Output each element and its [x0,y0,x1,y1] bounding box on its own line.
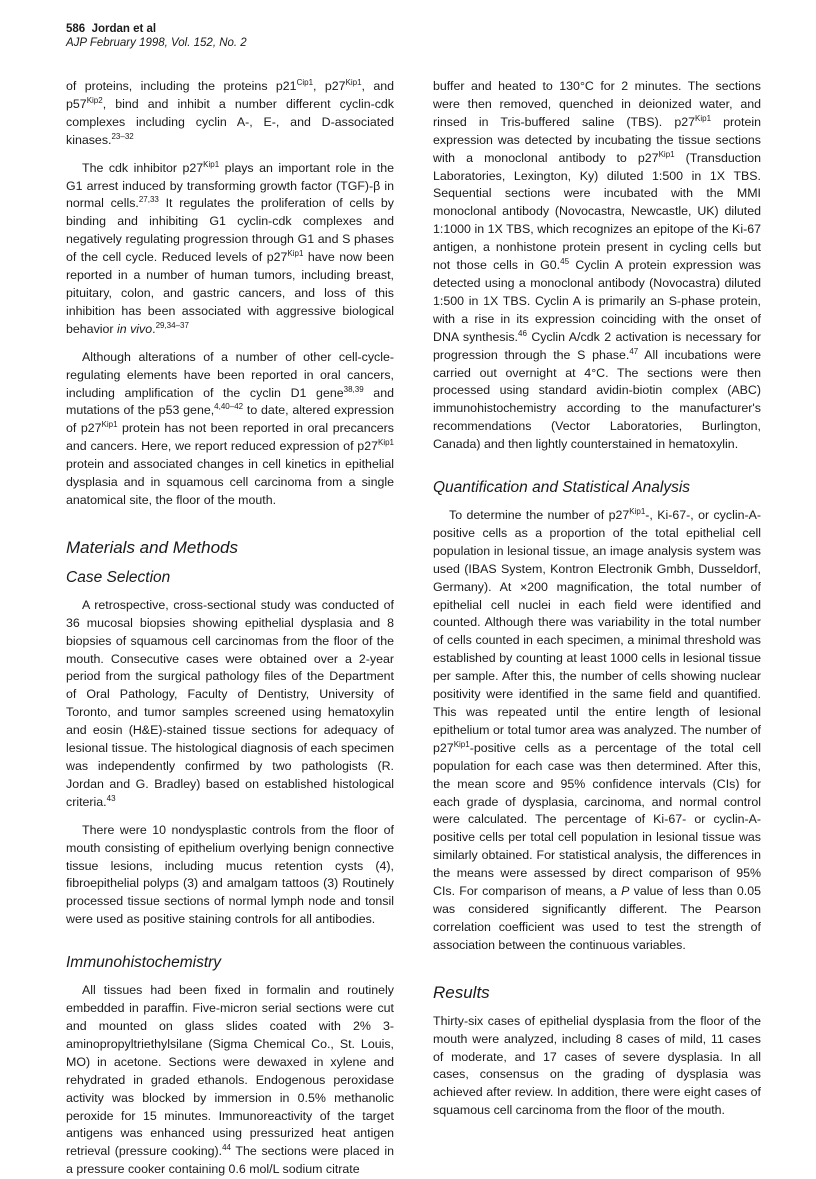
journal-citation: AJP February 1998, Vol. 152, No. 2 [66,37,247,49]
results-paragraph-1: Thirty-six cases of epithelial dysplasia from the floor of the mouth were analyzed, including 8 cases of mild, 11 cases of moderate, and 17 cases of severe dysplasia. In all cases, consensus on the grading of dysplasia was achieved after review. In addition, there were eight cases of squamous cell carcinoma from the floor of the mouth. [433,1013,761,1118]
intro-paragraph-2: The cdk inhibitor $p27^{Kip1}$ plays an important role in the G1 arrest induced by transforming growth factor (TGF)-β in normal cells.$^{27,33}$ It regulates the proliferation of cells by binding and inhibiting G1 cyclin-cdk complexes and negatively regulating progression through G1 and S phases of the cell cycle. Reduced levels of $p27^{Kip1}$ have now been reported in a number of human tumors, including breast, pituitary, colon, and gastric cancers, and loss of this inhibition has been associated with aggressive biological behavior in vivo.$^{29,34-37}$ [66,159,395,336]
quantification-paragraph: To determine the number of $p27^{Kip1}-$, Ki-67-, or cyclin-A-positive cells as a proportion of the total epithelial cell population in lesional tissue, an image analysis system was used (IBAS System, Kontron Electronik Gmbh, Dusseldorf, Germany). At ×200 magnification, the total number of epithelial cell nuclei in each field were identified and counted. Although there was variability in the total number of cells counted in each specimen, a minimal threshold was established by counting at least 1000 cells in lesional tissue per sample. After this, the number of cells showing nuclear positivity were identified in the same field and quantified. This was repeated until the entire length of lesional epithelium or total tumor area was analyzed. The number of $p27^{Kip1}$-positive cells as a percentage of the total cell population for each case was then determined. After this, the mean score and 95% confidence intervals (CIs) for each grade of dysplasia, carcinoma, and normal control were calculated. The percentage of Ki-67- or cyclin-A-positive cells per total cell population in lesional tissue was similarly obtained. For statistical analysis, the differences in the means were assessed by direct comparison of 95% CIs. For comparison of means, a P value of less than 0.05 was considered significantly different. The Pearson correlation coefficient was used to test the strength of association between the continuous variables. [433,506,761,952]
case-paragraph-2: There were 10 nondysplastic controls from the floor of mouth consisting of epithelium overlying benign connective tissue lesions, including mucus retention cysts (4), fibroepithelial polyps (3) and amalgam tattoos (3) Routinely processed tissue sections of normal lymph node and tonsil were used as positive staining controls for all antibodies. [66,822,394,927]
right-column [433,78,761,1120]
immunohistochemistry-heading: Immunohistochemistry [66,954,222,972]
intro-paragraph-3: Although alterations of a number of other cell-cycle-regulating elements have been reported in oral cancers, including amplification of the cyclin D1 gene$^{38,39}$ and mutations of the p53 gene,$^{4,40-42}$ to date, altered expression of $p27^{Kip1}$ protein has not been reported in oral precancers and cancers. Here, we report reduced expression of $p27^{Kip1}$ protein and associated changes in cell kinetics in epithelial dysplasia and in squamous cell carcinoma from a single anatomical site, the floor of the mouth. [66,349,394,507]
intro-paragraph-1: of proteins, including the proteins $p21^{Cip1}$, $p27^{Kip1}$, and $p57^{Kip2}$, bind and inhibit a number different cyclin-cdk complexes including cyclin A-, E-, and D-associated kinases.$^{23-32}$ [66,77,394,147]
case-paragraph-1: A retrospective, cross-sectional study was conducted of 36 mucosal biopsies showing epithelial dysplasia and 8 biopsies of squamous cell carcinomas from the floor of the mouth. Consecutive cases were obtained over a 2-year period from the surgical pathology files of the Department of Oral Pathology, Faculty of Dentistry, University of Toronto, and tumor samples screened using hematoxylin and eosin (H&E)-stained tissue sections for adequacy of lesional tissue. The histological diagnosis of each specimen was independently confirmed by two pathologists (R. Jordan and G. Bradley) based on established histological criteria.$^{43}$ [66,597,394,809]
running-header [66,22,247,50]
page-number: 586 [66,23,86,35]
results-heading: Results [433,982,490,1002]
left-column [66,78,394,1179]
ihc-paragraph-1: All tissues had been fixed in formalin and routinely embedded in paraffin. Five-micron serial sections were cut and mounted on glass slides coated with 2% 3-aminopropyltriethylsilane (Sigma Chemical Co., St. Louis, MO) in acetone. Sections were dewaxed in xylene and rehydrated in graded ethanols. Endogenous peroxidase activity was blocked by immersion in 0.5% methanolic peroxide for 15 minutes. Immunoreactivity of the target antigens was enhanced using pressurized heat antigen retrieval (pressure cooking).$^{44}$ The sections were placed in a pressure cooker containing 0.6 mol/L sodium citrate [66,983,394,1177]
methods-heading: Materials and Methods [66,537,238,557]
case-selection-heading: Case Selection [66,568,171,586]
running-authors: Jordan et al [91,23,157,35]
quantification-heading: Quantification and Statistical Analysis [433,479,691,497]
ihc-paragraph-1-continued: buffer and heated to 130°C for 2 minutes. The sections were then removed, quenched in deionized water, and rinsed in Tris-buffered saline (TBS). $p27^{Kip1}$ protein expression was detected by incubating the tissue sections with a monoclonal antibody to $p27^{Kip1}$ (Transduction Laboratories, Lexington, Ky) diluted 1:500 in 1X TBS. Sequential sections were incubated with the MMI monoclonal antibody (Novocastra, Newcastle, UK) diluted 1:1000 in 1X TBS, which recognizes an epitope of the Ki-67 antigen, a nonhistone protein present in cycling cells but not those cells in G0.45 Cyclin A protein expression was detected using a monoclonal antibody (Novocastra) diluted 1:500 in 1X TBS. Cyclin A is primarily an S-phase protein, with a rise in its expression coinciding with the onset of DNA synthesis.$^{46}$ Cyclin A/cdk 2 activation is necessary for progression through the S phase.$^{47}$ All incubations were carried out overnight at 4°C. The sections were then processed using standard avidin-biotin complex (ABC) immunohistochemistry according to the manufacturer's recommendations (Vector Laboratories, Burlington, Canada) and then lightly counterstained in hematoxylin. [433,79,762,452]
